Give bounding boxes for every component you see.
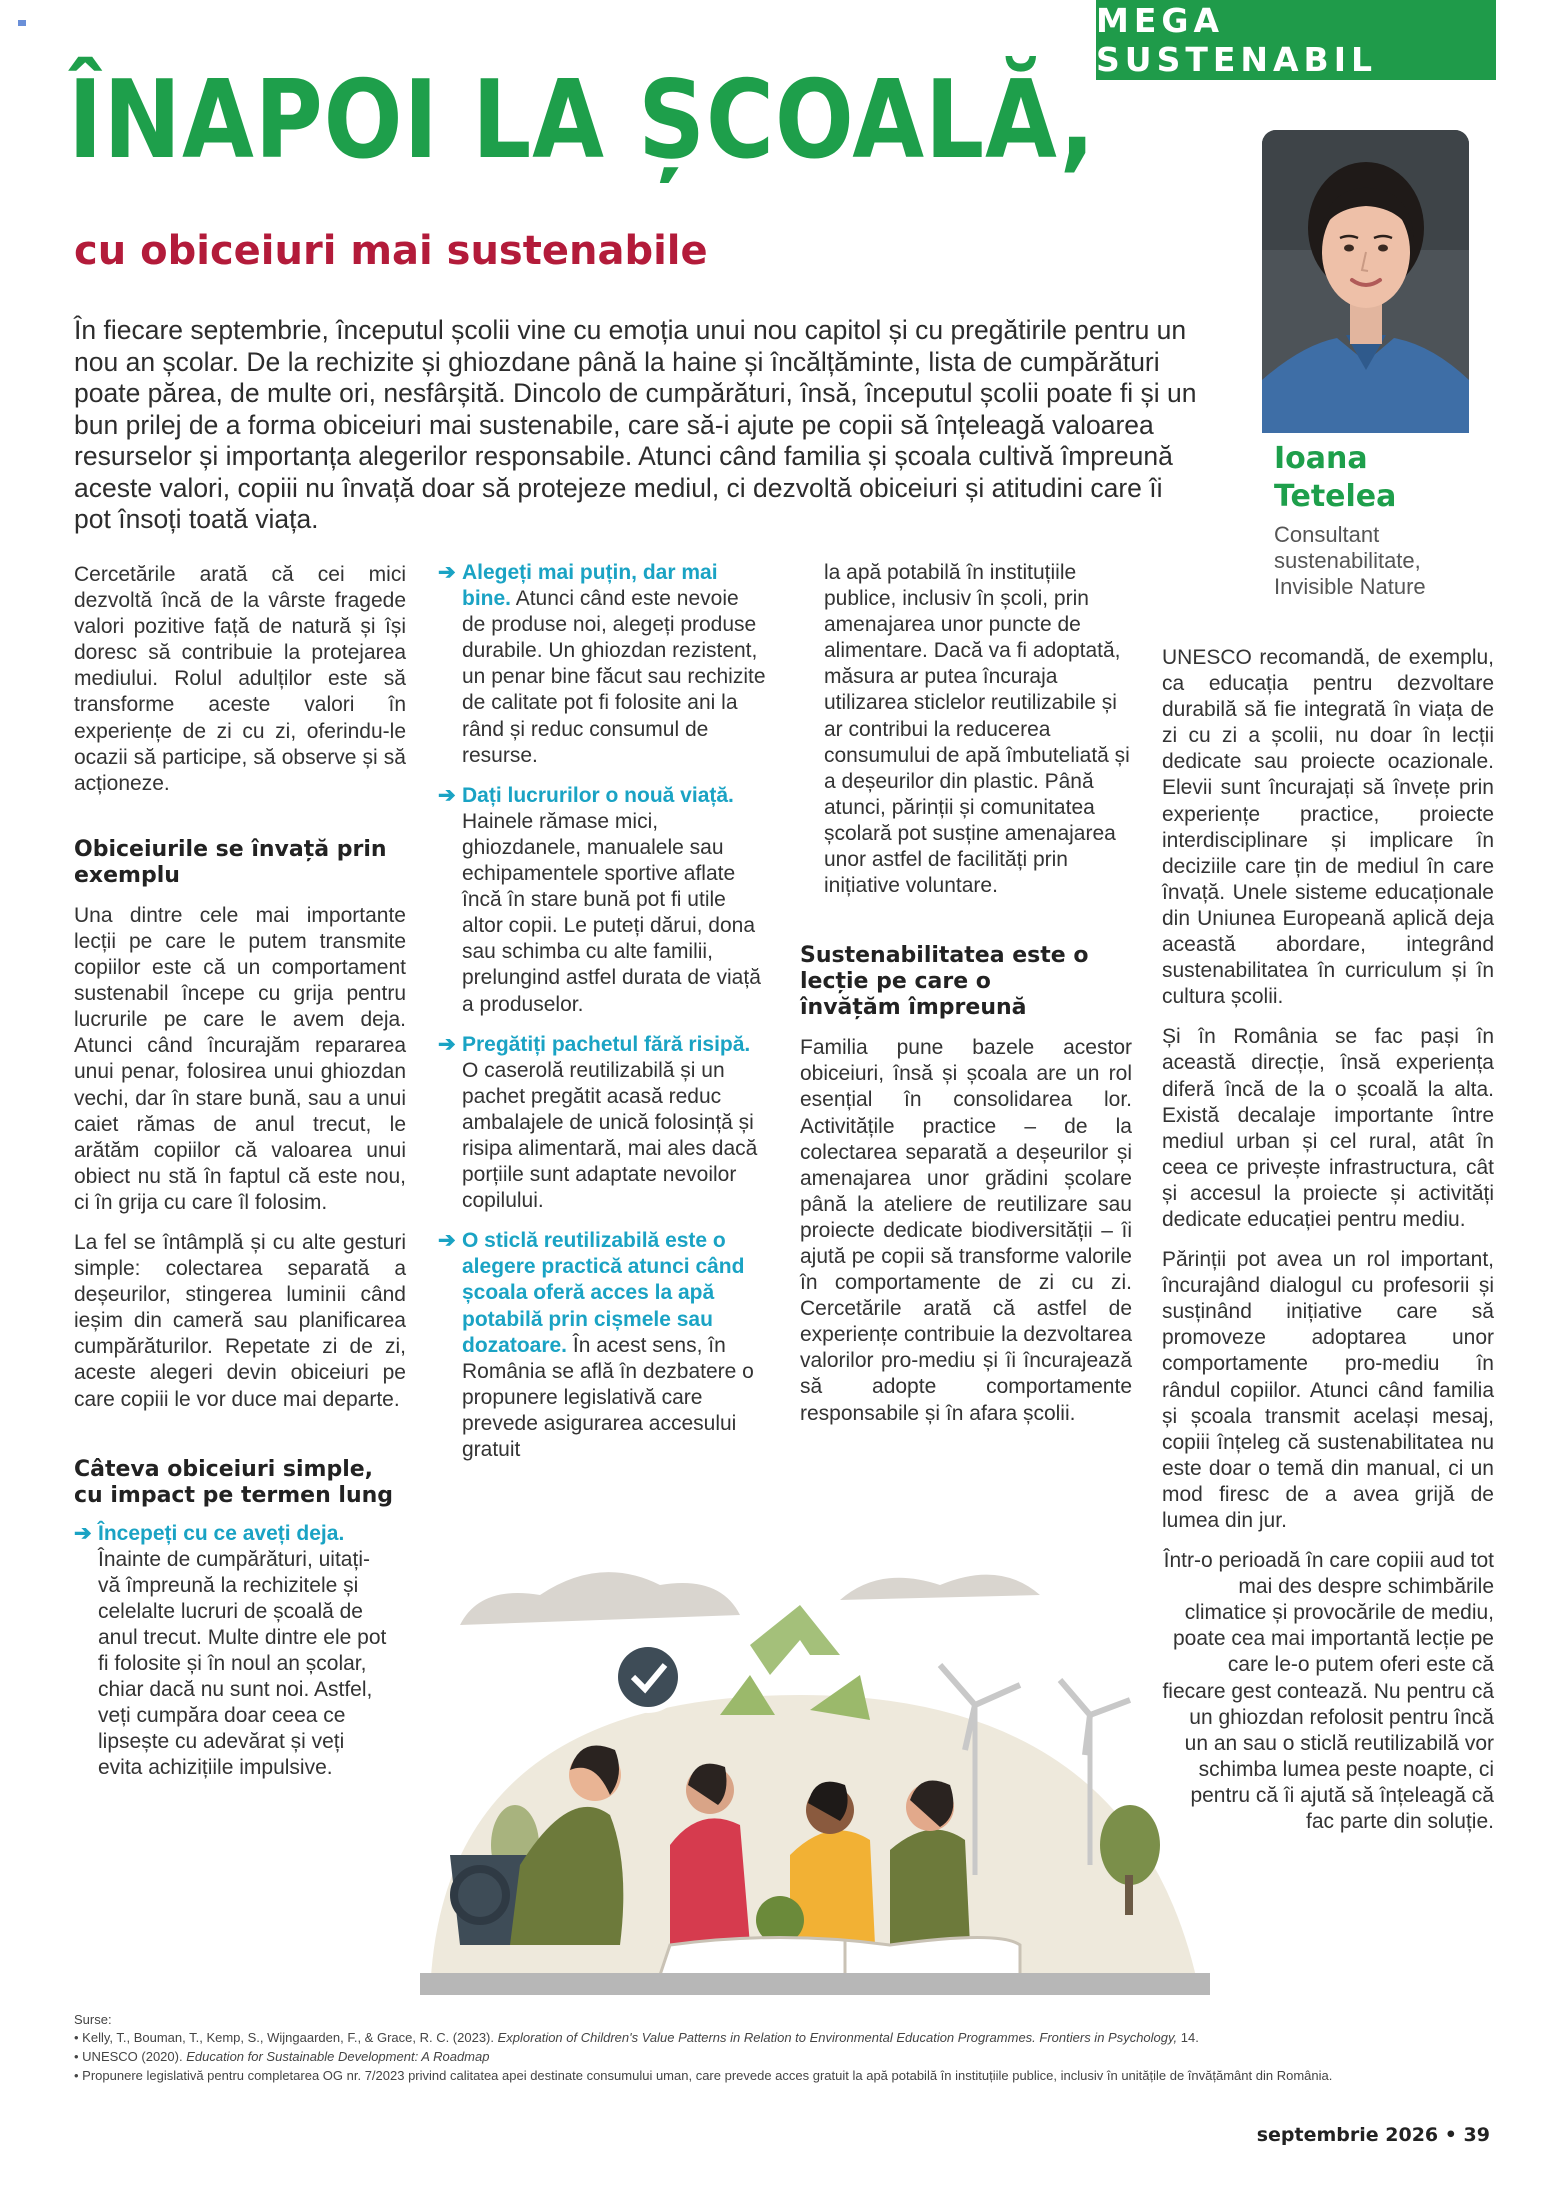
col1-intro: Cercetările arată că cei mici dezvoltă încă de la vârste fragede valori pozitive față de natură și își doresc să contribuie la protejarea mediului. Rolul adulților este să transforme aceste valori în experiențe de zi cu zi, oferindu-le ocazii să participe, să observe și să acționeze. xyxy=(74,563,406,795)
corner-mark xyxy=(18,20,26,26)
author-role: Consultant sustenabilitate, Invisible Nature xyxy=(1274,522,1426,599)
source-1-authors: • Kelly, T., Bouman, T., Kemp, S., Wijngaarden, F., & Grace, R. C. (2023). xyxy=(74,2030,498,2045)
col1-paragraph-1: Una dintre cele mai importante lecții pe care le putem transmite copiilor este că un comportament sustenabil începe cu grija pentru lucrurile pe care le avem deja. Atunci când încurajăm repararea unui penar, folosirea unui ghiozdan vechi, dar în stare bună, sau a unui caiet rămas de anul trecut, le arătăm copiilor că valoarea unui obiect nu stă în faptul că este nou, ci în grija cu care îl folosim. xyxy=(74,903,406,1214)
tip1-text: Înainte de cumpărături, uitați-vă împreună la rechizitele și celelalte lucruri de școală de anul trecut. Multe dintre ele pot fi folosite și în noul an școlar, chiar dacă nu sunt noi. Astfel, veți cumpăra doar ceea ce lipsește cu adevărat și veți evita achizițiile impulsive. xyxy=(98,1547,387,1780)
col3-paragraph-2: Familia pune bazele acestor obiceiuri, însă și școala are un rol esențial în consolidarea lor. Activitățile practice – de la colectarea separată a deșeurilor și amenajarea unor grădini școlare până la ateliere de reutilizare sau proiecte dedicate biodiversității – îi ajută pe copii să transforme valorile în comportamente de zi cu zi. Cercetările arată că astfel de experiențe contribuie la dezvoltarea valorilor pro-mediu și îi încurajează să adopte comportamente responsabile și în afara școlii. xyxy=(800,1036,1132,1425)
column-4 xyxy=(1162,645,1494,1849)
tip3-highlight: Dați lucrurilor o nouă viață. xyxy=(462,783,734,807)
sources-title: Surse: xyxy=(74,2012,112,2027)
column-2 xyxy=(438,560,766,1463)
arrow-right-icon: ➔ xyxy=(438,561,456,584)
source-2-title: Education for Sustainable Development: A Roadmap xyxy=(186,2049,490,2064)
footer-separator: • xyxy=(1444,2124,1457,2146)
tip2-highlight: Alegeți mai puțin, dar mai bine. xyxy=(462,561,718,611)
tip-choose-less xyxy=(438,560,766,769)
col4-paragraph-4: Într-o perioadă în care copiii aud tot mai des despre schimbările climatice și provocările de mediu, poate cea mai importantă lecție pe care le-o putem oferi este că fiecare gest contează. Nu pentru că un ghiozdan refolosit pentru încă un an sau o sticlă reutilizabilă vor schimba lumea peste noapte, ci pentru că îi ajută să înțeleagă că fac parte din soluție. xyxy=(1162,1549,1494,1834)
tip-reusable-bottle xyxy=(438,1228,766,1463)
col1-paragraph-2: La fel se întâmplă și cu alte gesturi simple: colectarea separată a deșeurilor, stingerea luminii când ieșim din cameră sau planificarea cumpărăturilor. Repetate zi de zi, aceste alegeri devin obiceiuri pe care copiii le vor duce mai departe. xyxy=(74,1230,406,1411)
author-name xyxy=(1274,440,1396,516)
author-first-name: Ioana xyxy=(1274,441,1368,476)
tip3-text: Hainele rămase mici, ghiozdanele, manualele sau echipamentele sportive aflate încă în stare bună pot fi utile altor copii. Le puteți dărui, dona sau schimba cu alte familii, prelungind astfel durata de viață a produselor. xyxy=(462,809,761,1016)
section-badge: MEGA SUSTENABIL xyxy=(1096,0,1496,80)
tip2-text: Atunci când este nevoie de produse noi, alegeți produse durabile. Un ghiozdan rezistent, un penar bine făcut sau rechizite de calitate pot fi folosite ani la rând și reduc consumul de resurse. xyxy=(462,587,766,767)
source-2 xyxy=(74,2047,1494,2066)
source-1 xyxy=(74,2028,1494,2047)
col3-paragraph-1: la apă potabilă în instituțiile publice, inclusiv în școli, prin amenajarea unor puncte de alimentare. Dacă va fi adoptată, măsura ar putea încuraja utilizarea sticlelor reutilizabile și ar contribui la reducerea consumului de apă îmbuteliată și a deșeurilor din plastic. Până atunci, părinții și comunitatea școlară pot susține amenajarea unor astfel de facilități prin inițiative voluntare. xyxy=(824,561,1130,898)
col4-paragraph-3: Părinții pot avea un rol important, încurajând dialogul cu profesorii și susținând inițiative care să promoveze adoptarea unor comportamente pro-mediu în rândul copiilor. Atunci când familia și școala transmit același mesaj, copiii înțeleg că sustenabilitatea nu este doar o temă din manual, ci un mod firesc de a avea grijă de lumea din jur. xyxy=(1162,1248,1494,1532)
arrow-right-icon: ➔ xyxy=(438,783,456,807)
tip5-highlight: O sticlă reutilizabilă este o alegere practică atunci când școala oferă acces la apă potabilă prin cișmele sau dozatoare. xyxy=(462,1229,745,1357)
author-photo xyxy=(1262,130,1469,433)
col3-heading: Sustenabilitatea este o lecție pe care o învățăm împreună xyxy=(800,943,1089,1021)
arrow-right-icon: ➔ xyxy=(438,1229,456,1253)
author-last-name: Tetelea xyxy=(1274,479,1397,514)
arrow-right-icon: ➔ xyxy=(74,1521,92,1545)
source-2-authors: • UNESCO (2020). xyxy=(74,2049,187,2064)
col4-paragraph-1: UNESCO recomandă, de exemplu, ca educația pentru dezvoltare durabilă să fie integrată în viața de zi cu zi a școlii, nu doar în lecții dedicate sau proiecte ocazionale. Elevii sunt încurajați să învețe prin experiențe practice, proiecte interdisciplinare și implicare în deciziile care țin de mediul în care învață. Unele sisteme educaționale din Uniunea Europeană aplică deja această abordare, integrând sustenabilitatea în curriculum și în cultura școlii. xyxy=(1162,646,1494,1009)
source-3: • Propunere legislativă pentru completarea OG nr. 7/2023 privind calitatea apei destinate consumului uman, care prevede acces gratuit la apă potabilă în instituțiile publice, inclusiv în unitățile de învățământ din România. xyxy=(74,2068,1333,2083)
tip4-highlight: Pregătiți pachetul fără risipă. xyxy=(462,1032,751,1056)
sources-list xyxy=(74,2028,1494,2085)
page-subtitle: cu obiceiuri mai sustenabile xyxy=(74,228,708,274)
arrow-right-icon: ➔ xyxy=(438,1032,456,1056)
page-footer xyxy=(1257,2124,1490,2146)
col1-heading-1: Obiceiurile se învață prin exemplu xyxy=(74,836,387,888)
column-1 xyxy=(74,562,406,1782)
tip4-text: O caserolă reutilizabilă și un pachet pregătit acasă reduc ambalajele de unică folosință și risipa alimentară, mai ales dacă porțiile sunt adaptate nevoilor copilului. xyxy=(462,1058,758,1213)
tip-give-new-life xyxy=(438,783,766,1018)
tip1-highlight: Începeți cu ce aveți deja. xyxy=(98,1521,345,1545)
lead-paragraph: În fiecare septembrie, începutul școlii vine cu emoția unui nou capitol și cu pregătirile pentru un nou an școlar. De la rechizite și ghiozdane până la haine și încălțăminte, lista de cumpărături poate părea, de multe ori, nesfârșită. Dincolo de cumpărături, însă, începutul școlii poate fi și un bun prilej de a forma obiceiuri mai sustenabile, care să-i ajute pe copii să înțeleagă valoarea resurselor și importanța alegerilor responsabile. Atunci când familia și școala cultivă împreună aceste valori, copiii nu învață doar să protejeze mediul, ci dezvoltă obiceiuri și atitudini care îi pot însoți toată viața. xyxy=(74,315,1197,534)
children-sustainability-illustration xyxy=(420,1545,1210,1995)
tip5-text: În acest sens, în România se află în dezbatere o propunere legislativă care prevede asigurarea accesului gratuit xyxy=(462,1333,754,1461)
source-1-volume: 14. xyxy=(1177,2030,1199,2045)
issue-date: septembrie 2026 xyxy=(1256,2124,1439,2146)
column-3 xyxy=(800,560,1132,1441)
page-title: ÎNAPOI LA ȘCOALĂ, xyxy=(68,58,1096,183)
col1-heading-2: Câteva obiceiuri simple, cu impact pe termen lung xyxy=(74,1456,394,1508)
col4-paragraph-2: Și în România se fac pași în această direcție, însă experiența diferă încă de la o școală la alta. Există decalaje importante între mediul urban și cel rural, atât în ceea ce privește infrastructura, cât și accesul la proiecte și activități dedicate educației pentru mediu. xyxy=(1162,1025,1494,1231)
page-number: 39 xyxy=(1463,2124,1490,2146)
source-1-title: Exploration of Children's Value Patterns in Relation to Environmental Education Programmes. Frontiers in Psychology, xyxy=(497,2030,1178,2045)
tip-start-with-what-you-have xyxy=(74,1521,388,1782)
tip-no-waste-lunch xyxy=(438,1032,766,1215)
